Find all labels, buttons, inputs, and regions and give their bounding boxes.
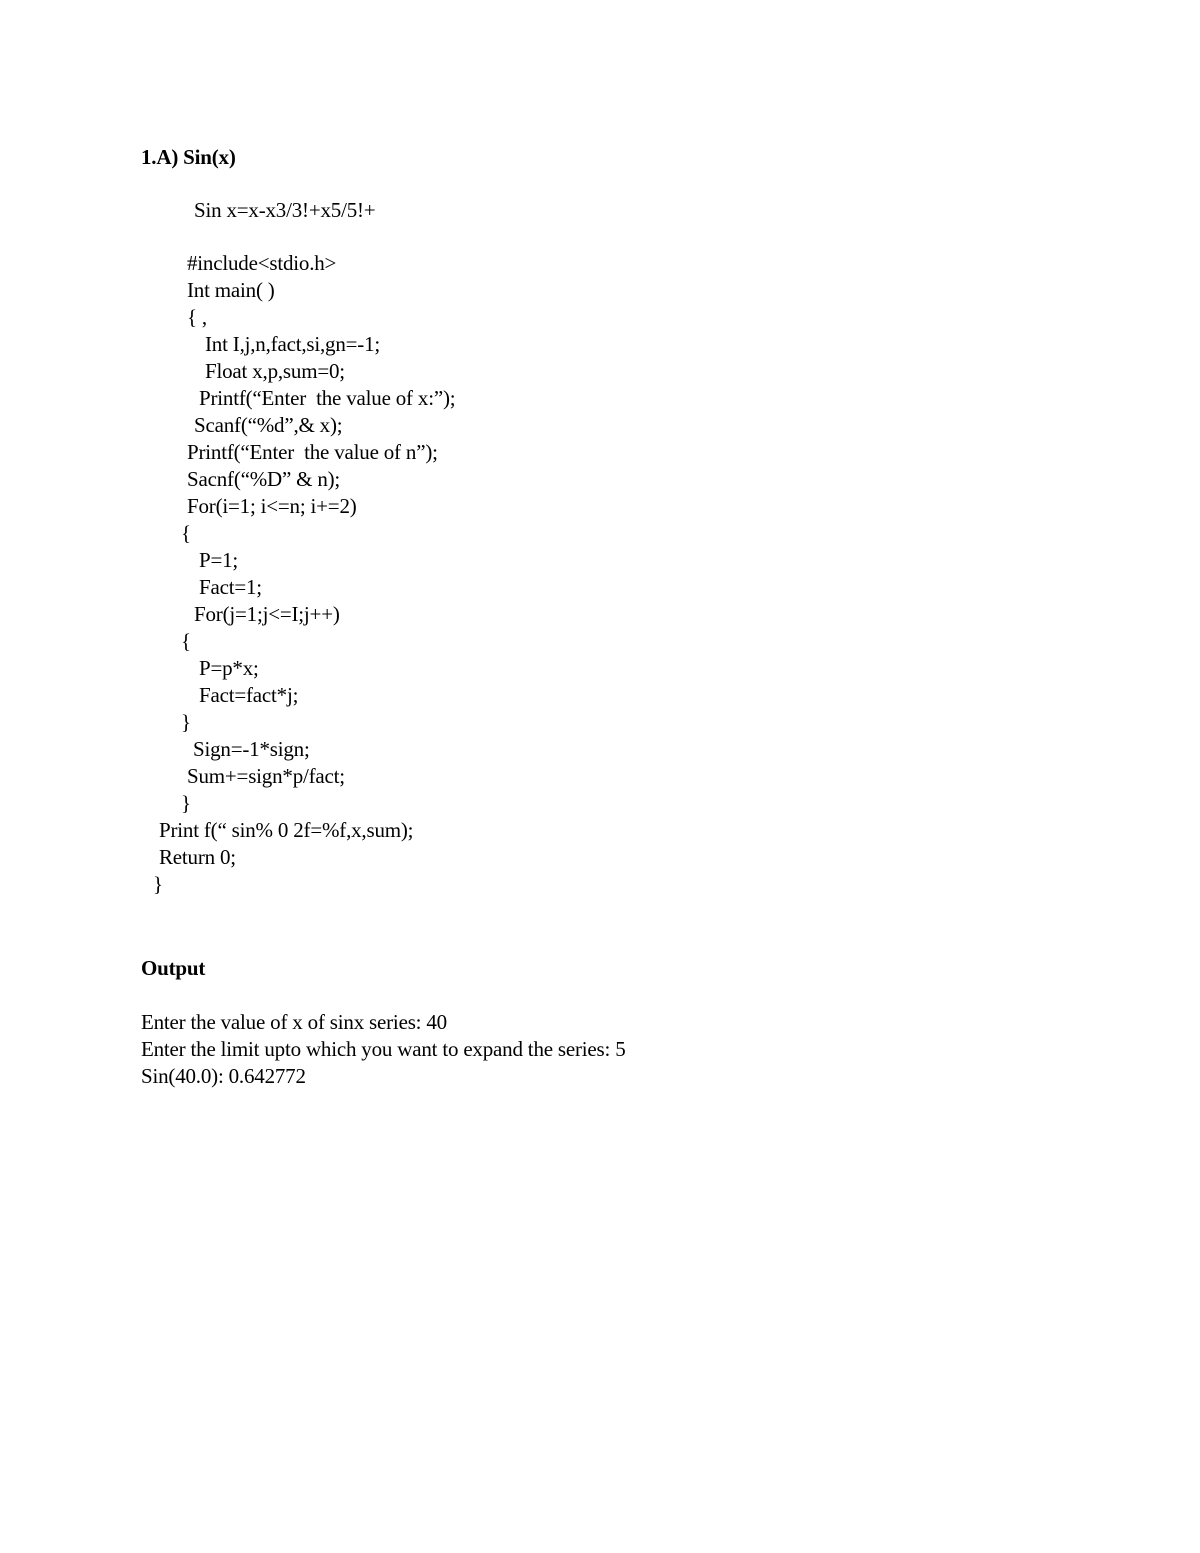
code-line: } [181, 710, 191, 734]
code-line: Return 0; [159, 845, 236, 869]
code-line: Fact=fact*j; [199, 683, 299, 707]
output-line: Enter the value of x of sinx series: 40 [141, 1010, 447, 1034]
code-line: Float x,p,sum=0; [205, 359, 345, 383]
code-line: Fact=1; [199, 575, 262, 599]
code-line: #include<stdio.h> [187, 251, 337, 275]
code-line: Sum+=sign*p/fact; [187, 764, 345, 788]
code-line: P=p*x; [199, 656, 259, 680]
code-line: For(i=1; i<=n; i+=2) [187, 494, 357, 518]
code-line: Print f(“ sin% 0 2f=%f,x,sum); [159, 818, 414, 842]
code-line: { [181, 521, 191, 545]
section-heading: 1.A) Sin(x) [141, 145, 236, 169]
output-line: Enter the limit upto which you want to expand the series: 5 [141, 1037, 626, 1061]
code-line: { , [187, 305, 207, 329]
output-line: Sin(40.0): 0.642772 [141, 1064, 306, 1088]
code-line: For(j=1;j<=I;j++) [194, 602, 340, 626]
output-heading: Output [141, 956, 206, 980]
code-line: Scanf(“%d”,& x); [194, 413, 343, 437]
code-line: } [181, 791, 191, 815]
code-line: Printf(“Enter the value of x:”); [199, 386, 456, 410]
code-line: Sign=-1*sign; [193, 737, 310, 761]
code-line: P=1; [199, 548, 239, 572]
code-line: Int I,j,n,fact,si,gn=-1; [205, 332, 381, 356]
code-line: Int main( ) [187, 278, 275, 302]
code-line: } [153, 872, 163, 896]
series-formula: Sin x=x-x3/3!+x5/5!+ [194, 198, 376, 222]
code-line: Sacnf(“%D” & n); [187, 467, 341, 491]
code-line: { [181, 629, 191, 653]
code-line: Printf(“Enter the value of n”); [187, 440, 438, 464]
